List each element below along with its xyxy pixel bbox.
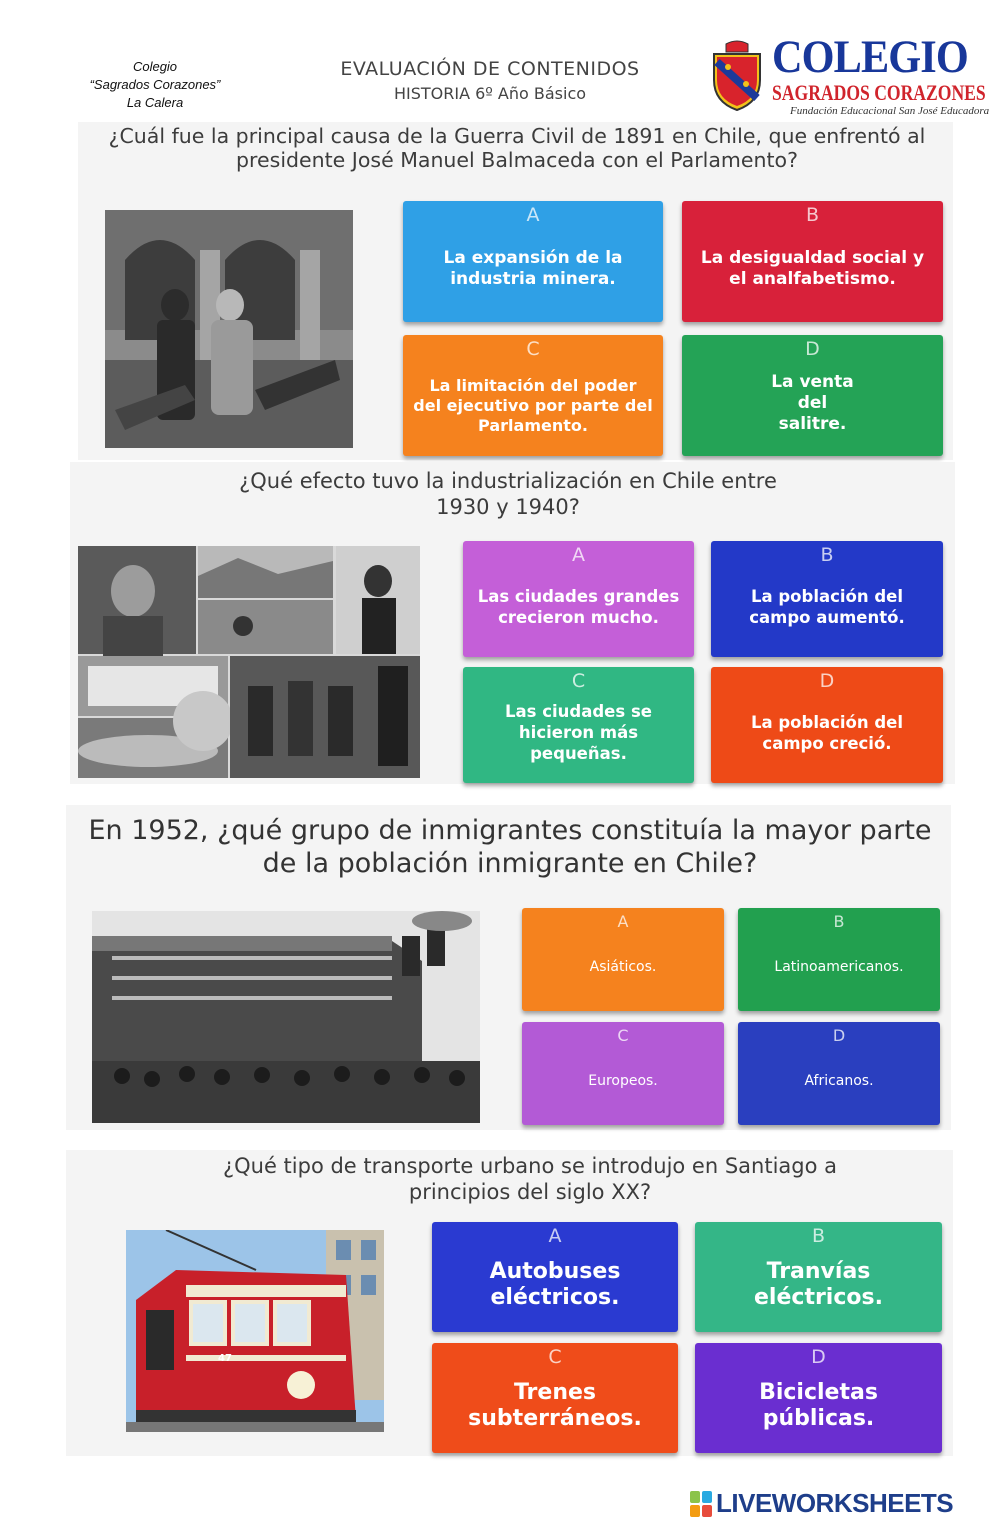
title-line-2: HISTORIA 6º Año Básico — [393, 84, 587, 103]
q2-option-c[interactable] — [463, 667, 694, 783]
q3-option-c-letter: C — [617, 1026, 629, 1045]
immigrant-ship-photo — [92, 911, 480, 1123]
q4-option-c-text: Trenes subterráneos. — [468, 1379, 642, 1431]
liveworksheets-logo-icon — [690, 1491, 712, 1517]
question-text-1: ¿Cuál fue la principal causa de la Guerra Civil de 1891 en Chile, que enfrentó al presidente José Manuel Balmaceda con el Parlamento? — [108, 124, 926, 172]
q2-option-c-letter: C — [571, 670, 586, 692]
q3-option-b[interactable] — [738, 908, 940, 1011]
q3-option-a-text: Asiáticos. — [589, 959, 657, 975]
q3-option-c[interactable] — [522, 1022, 724, 1125]
civil-war-photo — [105, 210, 353, 448]
liveworksheets-wordmark: LIVEWORKSHEETS — [716, 1488, 954, 1518]
q1-option-c[interactable] — [403, 335, 663, 456]
q1-option-d-letter: D — [805, 338, 820, 360]
q1-option-c-letter: C — [526, 338, 540, 360]
evaluation-title — [290, 58, 690, 103]
school-name — [70, 58, 240, 112]
q2-option-c-text: Las ciudades se hicieron más pequeñas. — [505, 702, 652, 763]
school-logo — [700, 28, 990, 120]
q2-option-d-text: La población del campo creció. — [750, 712, 904, 753]
q4-option-c[interactable] — [432, 1343, 678, 1453]
q1-option-a-text: La expansión de la industria minera. — [443, 248, 623, 289]
school-line-3: La Calera — [126, 95, 184, 110]
q4-option-b-text: Tranvías eléctricos. — [754, 1258, 883, 1310]
q2-option-a[interactable] — [463, 541, 694, 657]
q3-option-a[interactable] — [522, 908, 724, 1011]
q2-option-a-letter: A — [572, 544, 585, 566]
q3-option-b-text: Latinoamericanos. — [774, 959, 904, 975]
liveworksheets-brand[interactable] — [690, 1488, 953, 1519]
q1-option-b[interactable] — [682, 201, 943, 322]
school-line-1: Colegio — [132, 59, 178, 74]
tram-photo — [126, 1230, 384, 1432]
industrialization-collage — [78, 546, 420, 778]
q2-option-a-text: Las ciudades grandes crecieron mucho. — [477, 586, 680, 627]
q3-option-d-letter: D — [832, 1026, 846, 1045]
logo-tagline: Fundación Educacional San José Educadora — [790, 105, 990, 117]
question-text-2: ¿Qué efecto tuvo la industrialización en Chile entre 1930 y 1940? — [239, 469, 777, 519]
q1-option-c-text: La limitación del poder del ejecutivo por parte del Parlamento. — [413, 376, 653, 435]
logo-word: COLEGIO — [772, 31, 968, 83]
q2-option-b[interactable] — [711, 541, 943, 657]
crest-icon — [708, 40, 766, 112]
q1-option-a[interactable] — [403, 201, 663, 322]
q4-option-b-letter: B — [811, 1225, 826, 1247]
q3-option-b-letter: B — [833, 912, 845, 931]
q2-option-d-letter: D — [819, 670, 835, 692]
q2-option-b-letter: B — [820, 544, 834, 566]
q3-option-c-text: Europeos. — [588, 1073, 658, 1089]
q1-option-a-letter: A — [526, 204, 540, 226]
q3-option-d[interactable] — [738, 1022, 940, 1125]
q1-option-b-text: La desigualdad social y el analfabetismo. — [700, 248, 925, 289]
q4-option-d[interactable] — [695, 1343, 942, 1453]
q4-option-b[interactable] — [695, 1222, 942, 1332]
q4-option-d-text: Bicicletas públicas. — [759, 1379, 878, 1431]
q4-option-a-text: Autobuses eléctricos. — [489, 1258, 621, 1310]
q3-option-d-text: Africanos. — [804, 1073, 874, 1089]
q4-option-c-letter: C — [548, 1346, 562, 1368]
school-line-2: “Sagrados Corazones” — [89, 77, 221, 92]
logo-subtitle: SAGRADOS CORAZONES — [772, 80, 986, 105]
q3-option-a-letter: A — [617, 912, 629, 931]
q4-option-a[interactable] — [432, 1222, 678, 1332]
tram-number: 47 — [218, 1353, 232, 1364]
q1-option-b-letter: B — [805, 204, 820, 226]
q4-option-a-letter: A — [548, 1225, 562, 1247]
q1-option-d[interactable] — [682, 335, 943, 456]
question-text-4: ¿Qué tipo de transporte urbano se introdujo en Santiago a principios del siglo XX? — [222, 1154, 838, 1204]
q4-option-d-letter: D — [811, 1346, 826, 1368]
q2-option-b-text: La población del campo aumentó. — [749, 586, 905, 627]
q2-option-d[interactable] — [711, 667, 943, 783]
question-text-3: En 1952, ¿qué grupo de inmigrantes constituía la mayor parte de la población inmigrante en Chile? — [88, 815, 932, 879]
q1-option-d-text: La venta del salitre. — [771, 371, 854, 434]
title-line-1: EVALUACIÓN DE CONTENIDOS — [340, 58, 640, 80]
